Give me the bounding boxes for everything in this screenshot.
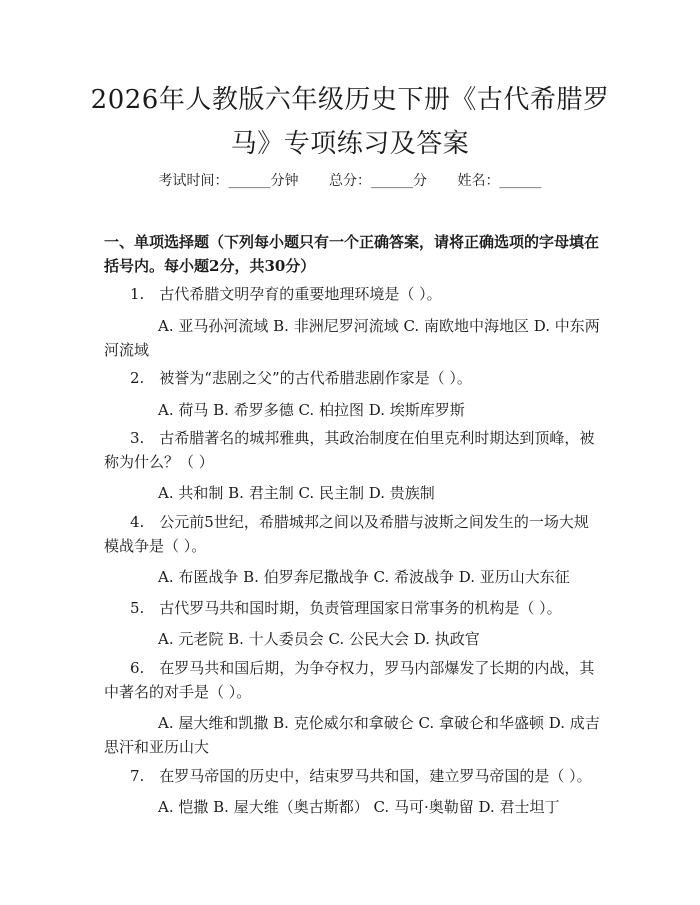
question-6: 6. 在罗马共和国后期，为争夺权力，罗马内部爆发了长期的内战，其中著名的对手是（ ）。 [104, 659, 595, 701]
question-5: 5. 古代罗马共和国时期，负责管理国家日常事务的机构是（ ）。 [130, 599, 562, 617]
title-line-2: 马》专项练习及答案 [230, 129, 470, 159]
exam-info-row [0, 170, 700, 190]
question-3: 3. 古希腊著名的城邦雅典，其政治制度在伯里克利时期达到顶峰，被称为什么？（ ） [104, 429, 595, 471]
question-7-options: A. 恺撒 B. 屋大维（奥古斯都） C. 马可·奥勒留 D. 君士坦丁 [158, 798, 560, 816]
section-heading: 一、单项选择题（下列每小题只有一个正确答案，请将正确选项的字母填在括号内。每小题2分，共30分） [104, 233, 600, 275]
exam-score: 总分：______分 [329, 173, 427, 189]
question-1: 1. 古代希腊文明孕育的重要地理环境是（ ）。 [130, 285, 442, 303]
student-name: 姓名：______ [457, 173, 542, 189]
document-title [90, 78, 610, 166]
question-5-options: A. 元老院 B. 十人委员会 C. 公民大会 D. 执政官 [158, 630, 480, 648]
question-1-options: A. 亚马孙河流域 B. 非洲尼罗河流域 C. 南欧地中海地区 D. 中东两河流域 [104, 317, 600, 359]
title-line-1: 2026年人教版六年级历史下册《古代希腊罗 [90, 85, 610, 115]
question-3-options: A. 共和制 B. 君主制 C. 民主制 D. 贵族制 [158, 484, 435, 502]
exam-time: 考试时间：______分钟 [158, 173, 299, 189]
question-2: 2. 被誉为“悲剧之父”的古代希腊悲剧作家是（ ）。 [130, 369, 472, 387]
question-6-options: A. 屋大维和凯撒 B. 克伦威尔和拿破仑 C. 拿破仑和华盛顿 D. 成吉思汗和亚历山大 [104, 714, 600, 756]
question-2-options: A. 荷马 B. 希罗多德 C. 柏拉图 D. 埃斯库罗斯 [158, 401, 465, 419]
question-7: 7. 在罗马帝国的历史中，结束罗马共和国，建立罗马帝国的是（ ）。 [130, 767, 592, 785]
question-4-options: A. 布匿战争 B. 伯罗奔尼撒战争 C. 希波战争 D. 亚历山大东征 [158, 568, 570, 586]
question-4: 4. 公元前5世纪，希腊城邦之间以及希腊与波斯之间发生的一场大规模战争是（ ）。 [104, 513, 589, 555]
